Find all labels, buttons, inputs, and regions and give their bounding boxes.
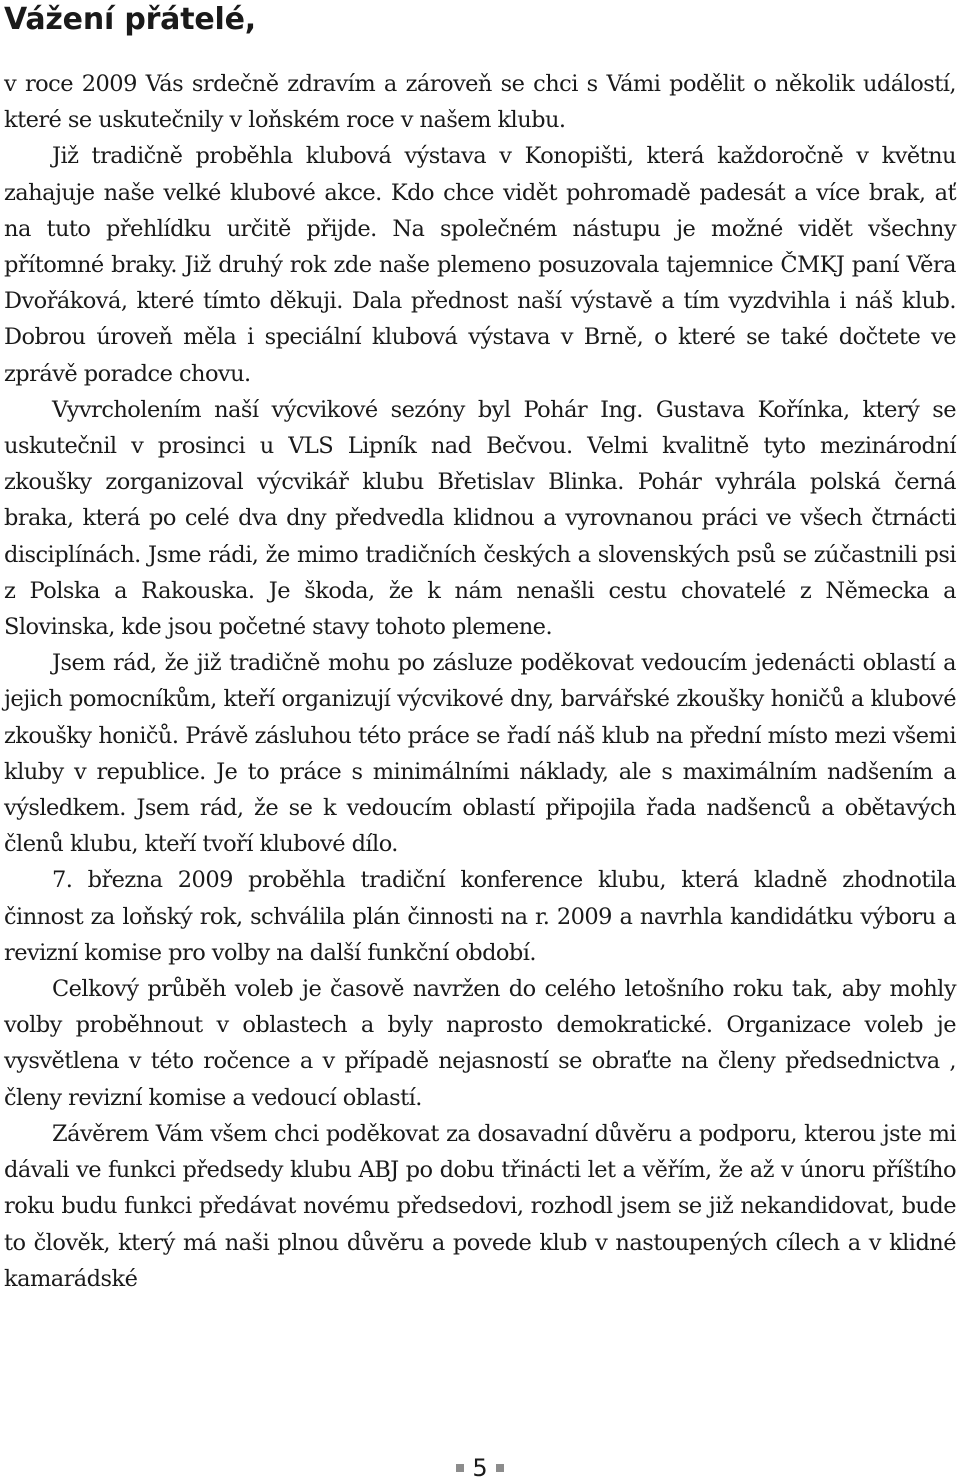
paragraph-2: Již tradičně proběhla klubová výstava v Konopišti, která každoročně v květnu zahajuje naše velké klubové akce. Kdo chce vidět pohromadě padesát a více brak, ať na tuto přehlídku určitě přijde. Na společném nástupu je možné vidět všechny přítomné braky. Již druhý rok zde naše plemeno posuzovala tajemnice ČMKJ paní Věra Dvořáková, které tímto děkuji. Dala přednost naší výstavě a tím vyzdvihla i náš klub. Dobrou úroveň měla i speciální klubová výstava v Brně, o které se také dočtete ve zprávě poradce chovu. [4,143,956,387]
paragraph-5: 7. března 2009 proběhla tradiční konference klubu, která kladně zhodnotila činnost za loňský rok, schválila plán činnosti na r. 2009 a navrhla kandidátku výboru a revizní komise pro volby na další funkční období. [4,867,956,966]
paragraph-6: Celkový průběh voleb je časově navržen do celého letošního roku tak, aby mohly volby proběhnout v oblastech a byly naprosto demokratické. Organizace voleb je vysvětlena v této ročence a v případě nejasností se obraťte na členy předsednictva , členy revizní komise a vedoucí oblastí. [4,976,956,1111]
paragraph-4: Jsem rád, že již tradičně mohu po zásluze poděkovat vedoucím jedenácti oblastí a jejich pomocníkům, kteří organizují výcvikové dny, barvářské zkoušky honičů a klubové zkoušky honičů. Právě zásluhou této práce se řadí náš klub na přední místo mezi všemi kluby v republice. Je to práce s minimálními náklady, ale s maximálním nadšením a výsledkem. Jsem rád, že se k vedoucím oblastí připojila řada nadšenců a obětavých členů klubu, kteří tvoří klubové dílo. [4,650,956,858]
page-number: 5 [472,1454,488,1482]
paragraph-1: v roce 2009 Vás srdečně zdravím a zároveň se chci s Vámi podělit o několik událostí, které se uskutečnily v loňském roce v našem klubu. [4,71,956,134]
letter-salutation: Vážení přátelé, [4,2,256,37]
letter-body [4,66,956,1297]
paragraph-7: Závěrem Vám všem chci poděkovat za dosavadní důvěru a podporu, kterou jste mi dávali ve funkci předsedy klubu ABJ po dobu třinácti let a věřím, že až v únoru příštího roku budu funkci předávat novému předsedovi, rozhodl jsem se již nekandidovat, bude to člověk, který má naši plnou důvěru a povede klub v nastoupených cílech a v klidné kamarádské [4,1120,956,1292]
document-page [4,0,956,1297]
square-bullet-icon [456,1464,464,1472]
page-footer [0,1454,960,1482]
paragraph-3: Vyvrcholením naší výcvikové sezóny byl Pohár Ing. Gustava Kořínka, který se uskutečnil v prosinci u VLS Lipník nad Bečvou. Velmi kvalitně tyto mezinárodní zkoušky zorganizoval výcvikář klubu Břetislav Blinka. Pohár vyhrála polská černá braka, která po celé dva dny předvedla klidnou a vyrovnanou práci ve všech čtrnácti disciplínách. Jsme rádi, že mimo tradičních českých a slovenských psů se zúčastnili psi z Polska a Rakouska. Je škoda, že k nám nenašli cestu chovatelé z Německa a Slovinska, kde jsou početné stavy tohoto plemene. [4,396,956,641]
square-bullet-icon [496,1464,504,1472]
